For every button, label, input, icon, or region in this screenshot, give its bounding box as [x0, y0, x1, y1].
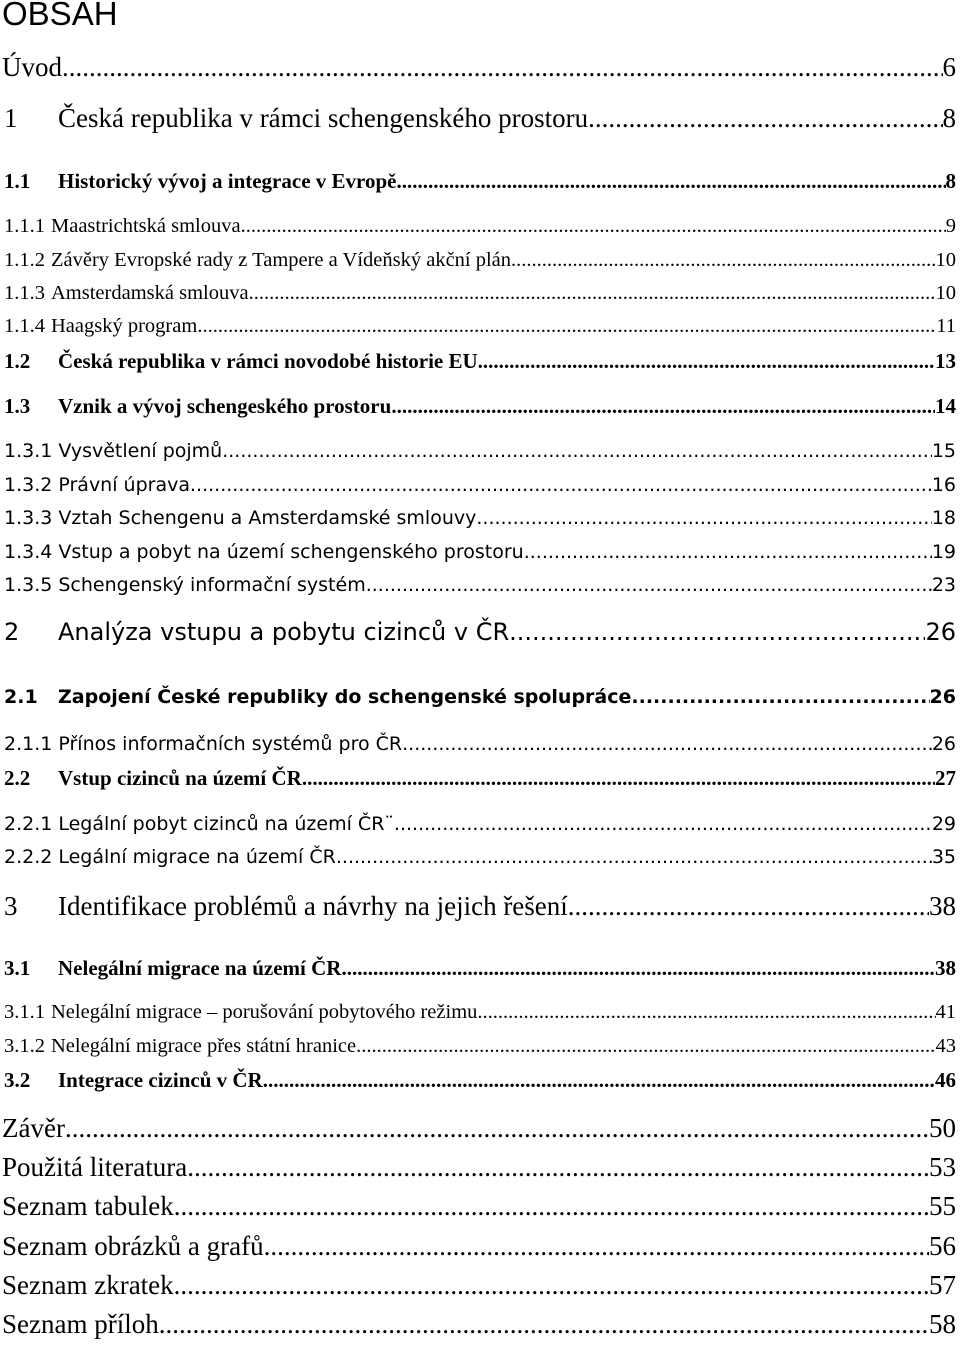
toc-entry-pouzita-literatura[interactable]: [2, 1152, 956, 1183]
toc-leader-dots: [336, 846, 932, 868]
toc-entry-subsection-1-1-3[interactable]: [4, 282, 956, 305]
toc-entry-number: 2.2: [4, 766, 31, 790]
toc-entry-number: 1.3.4: [4, 541, 53, 563]
toc-entry-section-3-1[interactable]: [4, 956, 956, 981]
toc-entry-page: 23: [931, 574, 956, 596]
toc-entry-page: 8: [942, 103, 956, 133]
toc-entry-page: 26: [931, 733, 956, 755]
toc-entry-number: 3.1.2: [4, 1035, 45, 1057]
toc-leader-dots: [396, 169, 945, 194]
toc-leader-dots: [476, 507, 931, 529]
toc-entry-number: 1.3.1: [4, 440, 53, 462]
toc-entry-title: Seznam obrázků a grafů: [2, 1231, 264, 1261]
toc-entry-page: 29: [931, 813, 956, 835]
toc-entry-subsection-2-2-2[interactable]: [4, 846, 956, 868]
toc-leader-dots: [65, 1113, 929, 1144]
toc-leader-dots: [222, 440, 932, 462]
toc-leader-dots: [511, 249, 935, 272]
toc-entry-subsection-1-3-4[interactable]: [4, 541, 956, 563]
toc-entry-title: Haagský program: [51, 315, 198, 337]
toc-leader-dots: [391, 394, 935, 419]
toc-leader-dots: [187, 1152, 929, 1183]
toc-entry-title: Vznik a vývoj schengeského prostoru: [58, 394, 392, 418]
toc-entry-title: Právní úprava: [58, 474, 190, 496]
toc-entry-subsection-1-3-2[interactable]: [4, 474, 956, 496]
toc-leader-dots: [394, 813, 932, 835]
toc-entry-page: 26: [925, 618, 956, 646]
toc-leader-dots: [341, 956, 935, 981]
toc-entry-page: 14: [935, 394, 956, 418]
toc-entry-page: 13: [935, 349, 956, 373]
toc-entry-title: Česká republika v rámci schengenského prostoru: [58, 103, 589, 133]
toc-entry-subsection-2-1-1[interactable]: [4, 733, 956, 755]
toc-entry-title: Analýza vstupu a pobytu cizinců v ČR: [58, 618, 510, 646]
toc-leader-dots: [366, 574, 932, 596]
toc-entry-page: 35: [931, 846, 956, 868]
toc-entry-number: 1.1.1: [4, 215, 45, 237]
toc-entry-number: 1.2: [4, 349, 31, 373]
toc-entry-number: 3.1: [4, 956, 31, 980]
toc-leader-dots: [509, 618, 925, 646]
toc-entry-section-1-2[interactable]: [4, 349, 956, 374]
toc-entry-title: Nelegální migrace na území ČR: [58, 956, 342, 980]
toc-entry-title: Česká republika v rámci novodobé historie EU: [58, 349, 478, 373]
toc-entry-page: 10: [935, 282, 956, 304]
toc-entry-number: 1.1.2: [4, 249, 45, 271]
toc-entry-zaver[interactable]: [2, 1113, 956, 1144]
toc-leader-dots: [264, 1231, 929, 1262]
toc-entry-title: Legální pobyt cizinců na území ČR¨: [58, 813, 394, 835]
toc-entry-number: 2.2.2: [4, 846, 53, 868]
toc-leader-dots: [197, 315, 936, 338]
toc-entry-page: 38: [935, 956, 956, 980]
toc-entry-title: Nelegální migrace – porušování pobytového režimu: [51, 1001, 478, 1023]
toc-entry-page: 18: [931, 507, 956, 529]
toc-entry-subsection-1-3-1[interactable]: [4, 440, 956, 462]
toc-leader-dots: [174, 1270, 929, 1301]
toc-entry-subsection-2-2-1[interactable]: [4, 813, 956, 835]
toc-leader-dots: [524, 541, 932, 563]
toc-entry-page: 56: [929, 1231, 956, 1261]
toc-entry-title: Úvod: [2, 52, 62, 82]
toc-entry-section-1-3[interactable]: [4, 394, 956, 419]
toc-entry-chapter-2[interactable]: [4, 618, 956, 646]
toc-entry-title: Maastrichtská smlouva: [51, 215, 241, 237]
toc-entry-page: 50: [929, 1113, 956, 1143]
toc-entry-number: 3.1.1: [4, 1001, 45, 1023]
toc-leader-dots: [159, 1309, 929, 1340]
toc-leader-dots: [249, 282, 936, 305]
toc-entry-number: 1: [4, 103, 18, 133]
toc-entry-number: 1.3: [4, 394, 31, 418]
toc-entry-page: 19: [931, 541, 956, 563]
toc-entry-number: 1.1: [4, 169, 31, 193]
toc-entry-title: Identifikace problémů a návrhy na jejich řešení: [58, 891, 568, 921]
toc-entry-title: Vztah Schengenu a Amsterdamské smlouvy: [58, 507, 477, 529]
toc-entry-number: 1.3.2: [4, 474, 53, 496]
toc-entry-page: 57: [929, 1270, 956, 1300]
toc-entry-page: 10: [935, 249, 956, 271]
toc-entry-page: 58: [929, 1309, 956, 1339]
toc-entry-page: 53: [929, 1152, 956, 1182]
toc-entry-title: Seznam příloh: [2, 1309, 159, 1339]
toc-entry-title: Seznam zkratek: [2, 1270, 174, 1300]
toc-leader-dots: [478, 349, 935, 374]
toc-leader-dots: [402, 733, 932, 755]
toc-entry-subsection-1-1-4[interactable]: [4, 315, 956, 338]
toc-leader-dots: [631, 686, 929, 708]
toc-entry-number: 2.2.1: [4, 813, 53, 835]
toc-entry-title: Zapojení České republiky do schengenské spolupráce: [58, 686, 632, 708]
toc-leader-dots: [190, 474, 932, 496]
toc-leader-dots: [588, 103, 942, 134]
toc-entry-chapter-3[interactable]: [4, 891, 956, 922]
toc-entry-title: Legální migrace na území ČR: [58, 846, 336, 868]
toc-leader-dots: [477, 1001, 935, 1024]
toc-entry-page: 15: [931, 440, 956, 462]
toc-entry-subsection-1-1-1[interactable]: [4, 215, 956, 238]
toc-entry-seznam-priloh[interactable]: [2, 1309, 956, 1340]
toc-entry-title: Vstup a pobyt na území schengenského prostoru: [58, 541, 524, 563]
toc-entry-subsection-1-3-3[interactable]: [4, 507, 956, 529]
toc-heading: OBSAH: [2, 0, 118, 32]
toc-entry-title: Přínos informačních systémů pro ČR: [58, 733, 403, 755]
toc-leader-dots: [356, 1035, 935, 1058]
toc-entry-title: Amsterdamská smlouva: [51, 282, 249, 304]
toc-entry-number: 3: [4, 891, 18, 921]
toc-entry-page: 26: [929, 686, 956, 708]
toc-entry-number: 2.1.1: [4, 733, 53, 755]
toc-entry-number: 1.1.3: [4, 282, 45, 304]
toc-entry-title: Schengenský informační systém: [58, 574, 366, 596]
toc-entry-title: Závěr: [2, 1113, 65, 1143]
toc-entry-chapter-1[interactable]: [4, 103, 956, 134]
toc-entry-uvod[interactable]: [2, 52, 956, 83]
toc-entry-title: Integrace cizinců v ČR: [58, 1068, 263, 1092]
toc-entry-title: Vstup cizinců na území ČR: [58, 766, 302, 790]
toc-entry-page: 41: [935, 1001, 956, 1023]
toc-leader-dots: [174, 1191, 929, 1222]
toc-leader-dots: [241, 215, 946, 238]
toc-leader-dots: [62, 52, 943, 83]
toc-entry-page: 11: [936, 315, 956, 337]
toc-leader-dots: [568, 891, 929, 922]
toc-entry-page: 27: [935, 766, 956, 790]
toc-entry-title: Seznam tabulek: [2, 1191, 174, 1221]
toc-entry-page: 38: [929, 891, 956, 921]
toc-entry-number: 2.1: [4, 686, 38, 708]
toc-entry-title: Vysvětlení pojmů: [58, 440, 223, 462]
toc-leader-dots: [263, 1068, 935, 1093]
toc-entry-seznam-tabulek[interactable]: [2, 1191, 956, 1222]
toc-entry-page: 46: [935, 1068, 956, 1092]
toc-entry-subsection-3-1-2[interactable]: [4, 1035, 956, 1058]
toc-entry-seznam-zkratek[interactable]: [2, 1270, 956, 1301]
toc-entry-page: 43: [935, 1035, 956, 1057]
toc-entry-section-3-2[interactable]: [4, 1068, 956, 1093]
toc-entry-page: 6: [942, 52, 956, 82]
toc-entry-number: 3.2: [4, 1068, 31, 1092]
toc-entry-subsection-3-1-1[interactable]: [4, 1001, 956, 1024]
toc-entry-subsection-1-1-2[interactable]: [4, 249, 956, 272]
toc-entry-page: 9: [945, 215, 956, 237]
toc-entry-page: 16: [931, 474, 956, 496]
toc-entry-title: Použitá literatura: [2, 1152, 188, 1182]
toc-leader-dots: [302, 766, 935, 791]
toc-entry-title: Historický vývoj a integrace v Evropě: [58, 169, 397, 193]
toc-entry-title: Závěry Evropské rady z Tampere a Vídeňský akční plán: [51, 249, 512, 271]
toc-entry-seznam-obrazku[interactable]: [2, 1231, 956, 1262]
toc-entry-number: 1.3.3: [4, 507, 53, 529]
toc-entry-section-2-1[interactable]: [4, 686, 956, 708]
toc-entry-section-1-1[interactable]: [4, 169, 956, 194]
toc-entry-page: 55: [929, 1191, 956, 1221]
toc-entry-subsection-1-3-5[interactable]: [4, 574, 956, 596]
toc-entry-section-2-2[interactable]: [4, 766, 956, 791]
toc-entry-number: 1.3.5: [4, 574, 53, 596]
toc-entry-title: Nelegální migrace přes státní hranice: [51, 1035, 357, 1057]
toc-entry-number: 1.1.4: [4, 315, 45, 337]
toc-entry-number: 2: [4, 618, 20, 646]
toc-entry-page: 8: [945, 169, 956, 193]
